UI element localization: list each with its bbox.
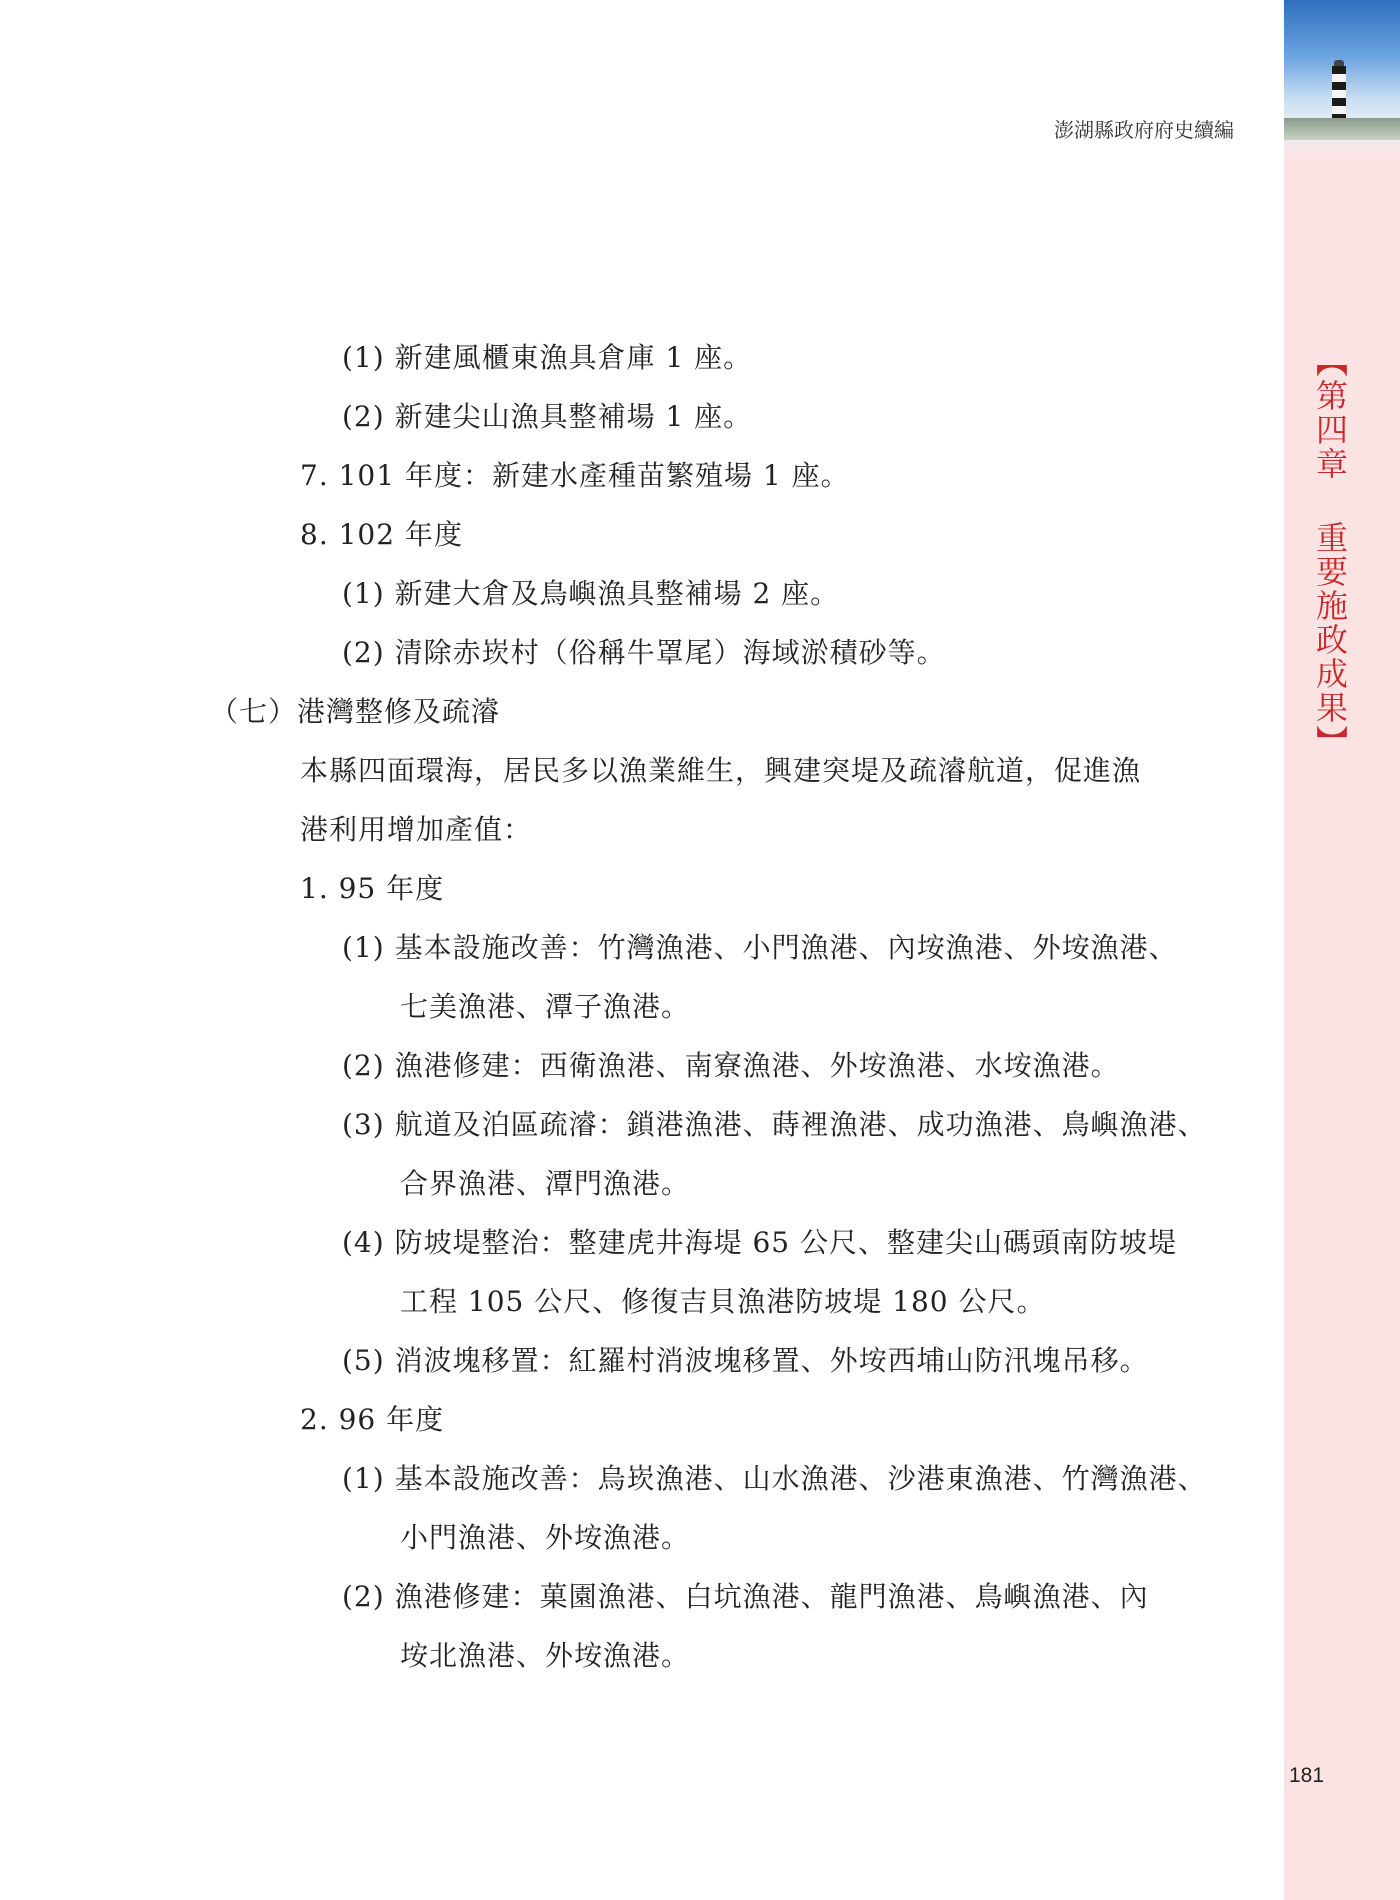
text-line: 小門漁港、外垵漁港。 bbox=[400, 1521, 691, 1554]
text-line: (2) 新建尖山漁具整補場 1 座。 bbox=[342, 400, 753, 433]
chapter-label: 【第四章 重要施政成果】 bbox=[1311, 345, 1349, 759]
text-line: (2) 清除赤崁村（俗稱牛罩尾）海域淤積砂等。 bbox=[342, 636, 946, 669]
text-line: (1) 新建大倉及鳥嶼漁具整補場 2 座。 bbox=[342, 577, 840, 610]
text-line: (4) 防坡堤整治：整建虎井海堤 65 公尺、整建尖山碼頭南防坡堤 bbox=[342, 1226, 1177, 1259]
text-line: 本縣四面環海，居民多以漁業維生，興建突堤及疏濬航道，促進漁 bbox=[300, 754, 1142, 787]
text-line: 7. 101 年度：新建水產種苗繁殖場 1 座。 bbox=[300, 459, 850, 492]
text-line: (3) 航道及泊區疏濬：鎖港漁港、蒔裡漁港、成功漁港、鳥嶼漁港、 bbox=[342, 1108, 1207, 1141]
chapter-sidebar bbox=[1284, 0, 1400, 1900]
text-line: (1) 新建風櫃東漁具倉庫 1 座。 bbox=[342, 341, 753, 374]
text-line: 垵北漁港、外垵漁港。 bbox=[400, 1639, 691, 1672]
lighthouse-tower bbox=[1332, 66, 1346, 124]
text-line: (2) 漁港修建：西衛漁港、南寮漁港、外垵漁港、水垵漁港。 bbox=[342, 1049, 1120, 1082]
book-title: 澎湖縣政府府史續編 bbox=[1054, 118, 1234, 142]
text-line: (2) 漁港修建：菓園漁港、白坑漁港、龍門漁港、鳥嶼漁港、內 bbox=[342, 1580, 1149, 1613]
section-heading: （七）港灣整修及疏濬 bbox=[210, 695, 501, 728]
text-line: 港利用增加產值： bbox=[300, 813, 533, 846]
text-line: 8. 102 年度 bbox=[300, 518, 463, 551]
text-line: (1) 基本設施改善：竹灣漁港、小門漁港、內垵漁港、外垵漁港、 bbox=[342, 931, 1178, 964]
text-line: 1. 95 年度 bbox=[300, 872, 445, 905]
text-line: 合界漁港、潭門漁港。 bbox=[400, 1167, 691, 1200]
text-line: 工程 105 公尺、修復吉貝漁港防坡堤 180 公尺。 bbox=[400, 1285, 1046, 1318]
text-line: 2. 96 年度 bbox=[300, 1403, 445, 1436]
text-line: (5) 消波塊移置：紅羅村消波塊移置、外垵西埔山防汛塊吊移。 bbox=[342, 1344, 1149, 1377]
text-line: 七美漁港、潭子漁港。 bbox=[400, 990, 691, 1023]
page-number: 181 bbox=[1289, 1764, 1325, 1787]
lighthouse-photo bbox=[1284, 0, 1400, 160]
lighthouse-ground bbox=[1284, 118, 1400, 140]
text-line: (1) 基本設施改善：烏崁漁港、山水漁港、沙港東漁港、竹灣漁港、 bbox=[342, 1462, 1207, 1495]
